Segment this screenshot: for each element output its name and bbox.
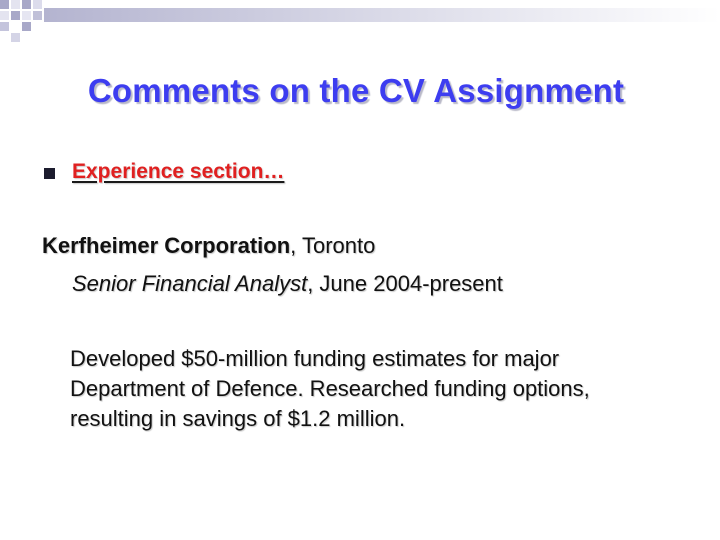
bullet-item (44, 160, 284, 184)
checker-decoration (0, 0, 720, 44)
company-name: Kerfheimer Corporation (42, 233, 291, 258)
bullet-text: Experience section… (72, 160, 285, 183)
slide-title: Comments on the CV Assignment (87, 72, 625, 109)
square-bullet-icon (44, 168, 55, 179)
company-location: , Toronto (290, 233, 376, 258)
company-line (42, 230, 375, 262)
position-title: Senior Financial Analyst (72, 271, 308, 296)
position-dates: , June 2004-present (307, 271, 503, 296)
position-line (72, 268, 503, 300)
job-description: Developed $50-million funding estimates for major Department of Defence. Researched funding options, resulting in savings of $1.2 million. (70, 346, 590, 431)
